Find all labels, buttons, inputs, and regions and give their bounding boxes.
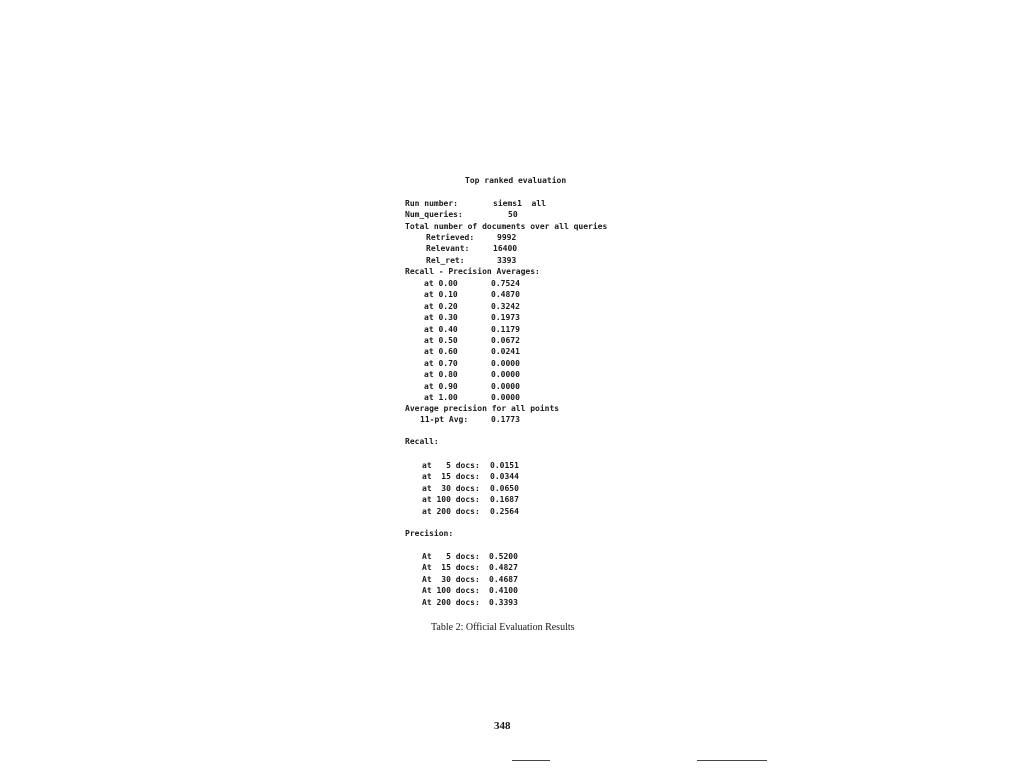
recall-heading: Recall: xyxy=(405,437,439,446)
precision-docs-row-label: At 15 docs: xyxy=(422,563,480,573)
precision-docs-row-value: 0.5200 xyxy=(489,552,518,561)
rel-ret-label: Rel_ret: xyxy=(426,256,465,265)
rel-ret-value: 3393 xyxy=(497,256,517,265)
eleven-pt-label: 11-pt Avg: xyxy=(420,415,469,424)
precision-docs-row-value: 0.4687 xyxy=(489,574,518,584)
recall-precision-row-value: 0.1179 xyxy=(491,324,520,334)
footer-rule-left xyxy=(512,760,550,761)
table-title: Top ranked evaluation xyxy=(465,176,567,185)
retrieved-value: 9992 xyxy=(497,233,517,242)
table-caption: Table 2: Official Evaluation Results xyxy=(431,622,575,633)
run-number-label: Run number: xyxy=(405,199,458,208)
recall-docs-row-label: at 200 docs: xyxy=(422,506,480,516)
total-documents-label: Total number of documents over all queries xyxy=(405,222,608,231)
precision-docs-row-label: At 5 docs: xyxy=(422,552,480,561)
run-number-value: siems1 all xyxy=(493,199,546,208)
recall-precision-row-label: at 0.80 xyxy=(424,370,458,380)
recall-precision-row-label: at 0.00 xyxy=(424,279,458,288)
recall-precision-row-value: 0.1973 xyxy=(491,313,520,323)
average-precision-label: Average precision for all points xyxy=(405,404,560,413)
num-queries-label: Num_queries: xyxy=(405,210,463,219)
recall-precision-row-label: at 0.60 xyxy=(424,347,458,357)
recall-precision-row-value: 0.0241 xyxy=(491,347,520,357)
recall-precision-heading: Recall - Precision Averages: xyxy=(405,267,540,276)
recall-docs-row-label: at 15 docs: xyxy=(422,472,480,482)
recall-precision-row-label: at 0.10 xyxy=(424,290,458,300)
recall-docs-row-label: at 5 docs: xyxy=(422,461,480,470)
recall-precision-row-value: 0.3242 xyxy=(491,301,520,311)
precision-docs-row-value: 0.3393 xyxy=(489,597,518,607)
recall-precision-row-label: at 0.40 xyxy=(424,324,458,334)
relevant-value: 16400 xyxy=(493,244,518,253)
recall-docs-row-value: 0.0344 xyxy=(490,472,519,482)
recall-precision-row-value: 0.0000 xyxy=(491,358,520,368)
recall-docs-row-value: 0.2564 xyxy=(490,506,519,516)
recall-precision-row-value: 0.0000 xyxy=(491,370,520,380)
recall-precision-row-value: 0.0000 xyxy=(491,393,520,402)
footer-rule-right xyxy=(697,760,767,761)
recall-precision-row-value: 0.7524 xyxy=(491,279,520,288)
precision-docs-row-value: 0.4827 xyxy=(489,563,518,573)
recall-precision-row-value: 0.4870 xyxy=(491,290,520,300)
recall-docs-row-label: at 30 docs: xyxy=(422,483,480,493)
precision-docs-row-label: At 100 docs: xyxy=(422,586,480,596)
recall-docs-row-value: 0.1687 xyxy=(490,495,519,505)
recall-precision-row-label: at 0.30 xyxy=(424,313,458,323)
recall-docs-row-label: at 100 docs: xyxy=(422,495,480,505)
retrieved-label: Retrieved: xyxy=(426,233,475,242)
recall-docs-row-value: 0.0650 xyxy=(490,483,519,493)
recall-precision-row-label: at 1.00 xyxy=(424,393,458,402)
precision-docs-row-label: At 200 docs: xyxy=(422,597,480,607)
eleven-pt-value: 0.1773 xyxy=(491,415,520,424)
precision-docs-row-value: 0.4100 xyxy=(489,586,518,596)
recall-docs-row-value: 0.0151 xyxy=(490,461,519,470)
recall-precision-row-label: at 0.50 xyxy=(424,336,458,345)
num-queries-value: 50 xyxy=(508,210,518,219)
precision-heading: Precision: xyxy=(405,529,454,538)
precision-docs-row-label: At 30 docs: xyxy=(422,574,480,584)
relevant-label: Relevant: xyxy=(426,244,470,253)
recall-precision-row-label: at 0.70 xyxy=(424,358,458,368)
recall-precision-row-label: at 0.90 xyxy=(424,381,458,391)
recall-precision-row-value: 0.0672 xyxy=(491,336,520,345)
recall-precision-row-label: at 0.20 xyxy=(424,301,458,311)
recall-precision-row-value: 0.0000 xyxy=(491,381,520,391)
page-number: 348 xyxy=(494,720,511,732)
